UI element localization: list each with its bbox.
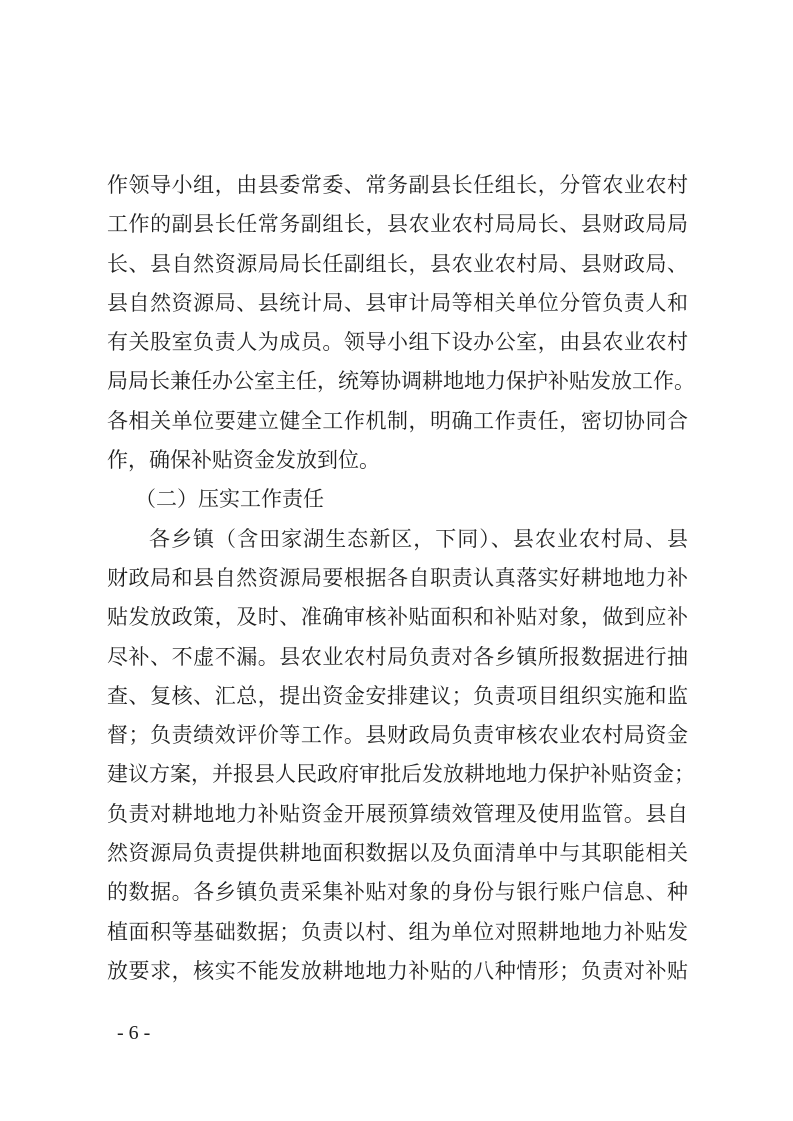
text-line: 负责对耕地地力补贴资金开展预算绩效管理及使用监管。县自 [107, 801, 688, 826]
text-line: 局局长兼任办公室主任，统筹协调耕地地力保护补贴发放工作。 [107, 369, 695, 394]
text-line: 作，确保补贴资金发放到位。 [107, 448, 380, 473]
text-line: 有关股室负责人为成员。领导小组下设办公室，由县农业农村 [107, 330, 688, 355]
text-line: 建议方案，并报县人民政府审批后发放耕地地力保护补贴资金； [107, 762, 695, 787]
document-body [107, 166, 695, 991]
text-line: 查、复核、汇总，提出资金安排建议；负责项目组织实施和监 [107, 683, 688, 708]
text-line: 督；负责绩效评价等工作。县财政局负责审核农业农村局资金 [107, 723, 688, 748]
text-line: 县自然资源局、县统计局、县审计局等相关单位分管负责人和 [107, 290, 688, 315]
text-line: 长、县自然资源局局长任副组长，县农业农村局、县财政局、 [107, 251, 688, 276]
text-line: 贴发放政策，及时、准确审核补贴面积和补贴对象，做到应补 [107, 605, 688, 630]
text-line: 作领导小组，由县委常委、常务副县长任组长，分管农业农村 [107, 173, 688, 197]
text-line: 工作的副县长任常务副组长，县农业农村局局长、县财政局局 [107, 212, 688, 237]
text-line: 各相关单位要建立健全工作机制，明确工作责任，密切协同合 [107, 408, 688, 433]
text-line: 尽补、不虚不漏。县农业农村局负责对各乡镇所报数据进行抽 [107, 644, 688, 669]
page-number: - 6 - [117, 1022, 151, 1044]
text-line: 然资源局负责提供耕地面积数据以及负面清单中与其职能相关 [107, 841, 688, 866]
text-line: 各乡镇（含田家湖生态新区，下同）、县农业农村局、县 [149, 526, 688, 551]
text-line: 放要求，核实不能发放耕地地力补贴的八种情形；负责对补贴 [107, 958, 688, 983]
text-line: 的数据。各乡镇负责采集补贴对象的身份与银行账户信息、种 [107, 880, 688, 905]
text-line: 财政局和县自然资源局要根据各自职责认真落实好耕地地力补 [107, 565, 688, 590]
text-line: 植面积等基础数据；负责以村、组为单位对照耕地地力补贴发 [107, 919, 688, 944]
section-heading: （二）压实工作责任 [135, 487, 324, 512]
